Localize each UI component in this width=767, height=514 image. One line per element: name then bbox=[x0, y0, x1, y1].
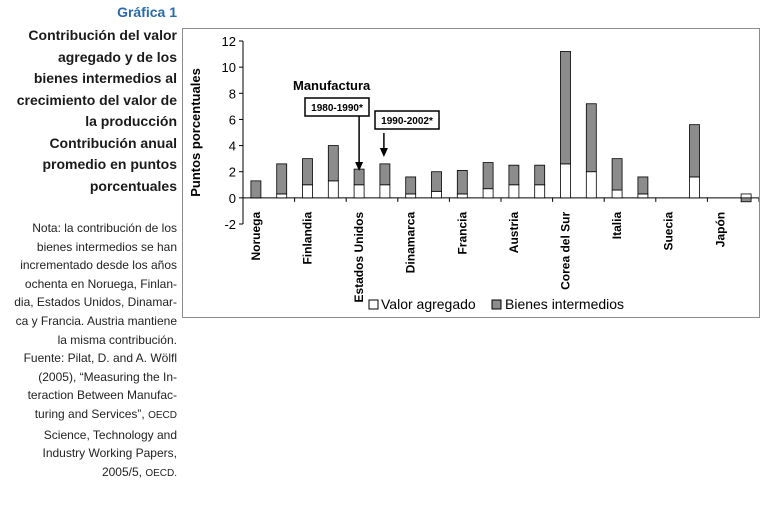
bar-bienes-intermedios bbox=[483, 163, 493, 189]
bar-valor-agregado bbox=[354, 185, 364, 198]
note-line: ochenta en Noruega, Finlan- bbox=[24, 276, 177, 291]
figure-note bbox=[0, 219, 177, 483]
note-line bbox=[0, 463, 177, 484]
note-line: Nota: la contribución de los bbox=[32, 221, 177, 235]
legend-swatch-valor-agregado bbox=[369, 300, 378, 309]
chart-frame bbox=[182, 28, 760, 318]
bar-bienes-intermedios bbox=[406, 177, 416, 194]
oecd-text: OECD. bbox=[145, 467, 177, 479]
x-category-label: Noruega bbox=[248, 211, 263, 261]
bar-bienes-intermedios bbox=[251, 181, 261, 198]
y-tick-label: 4 bbox=[228, 138, 236, 154]
period-label-1990-2002: 1990-2002* bbox=[381, 116, 433, 127]
note-line: ca y Francia. Austria mantiene bbox=[15, 313, 177, 328]
note-line: (2005), “Measuring the In- bbox=[38, 369, 177, 384]
bar-valor-agregado bbox=[638, 194, 648, 198]
x-category-label: Francia bbox=[455, 211, 470, 255]
bar-valor-agregado bbox=[457, 194, 467, 198]
note-line: bienes intermedios se han bbox=[36, 239, 177, 254]
y-axis-title: Puntos porcentuales bbox=[188, 68, 203, 197]
figure-header bbox=[0, 4, 177, 197]
bar-bienes-intermedios bbox=[354, 169, 364, 185]
bar-valor-agregado bbox=[690, 177, 700, 198]
period-arrow-head bbox=[380, 148, 388, 157]
bar-valor-agregado bbox=[561, 164, 571, 198]
bar-bienes-intermedios bbox=[690, 125, 700, 177]
oecd-text: OECD bbox=[148, 409, 177, 421]
bar-valor-agregado bbox=[380, 185, 390, 198]
bar-bienes-intermedios bbox=[741, 198, 751, 202]
figure-title-line: Contribución anual bbox=[49, 134, 177, 151]
bar-bienes-intermedios bbox=[612, 159, 622, 190]
legend-swatch-bienes-intermedios bbox=[492, 300, 501, 309]
bar-valor-agregado bbox=[612, 190, 622, 198]
bar-valor-agregado bbox=[741, 194, 751, 198]
bar-bienes-intermedios bbox=[303, 159, 313, 185]
y-tick-label: 2 bbox=[228, 164, 236, 180]
bar-bienes-intermedios bbox=[586, 104, 596, 172]
bar-valor-agregado bbox=[586, 172, 596, 198]
y-tick-label: 10 bbox=[221, 60, 236, 76]
note-line: la misma contribución. bbox=[57, 332, 177, 347]
x-category-label: Austria bbox=[506, 211, 521, 254]
figure-title-line: agregado y de los bbox=[57, 48, 177, 65]
figure-title-line: porcentuales bbox=[89, 177, 177, 194]
y-tick-label: 0 bbox=[228, 190, 236, 206]
figure-title-line: promedio en puntos bbox=[42, 156, 177, 172]
note-line-text: turing and Services”, bbox=[34, 406, 145, 421]
note-line: Fuente: Pilat, D. and A. Wölfl bbox=[23, 351, 177, 366]
note-line: Industry Working Papers, bbox=[42, 446, 177, 461]
y-tick-label: 6 bbox=[228, 112, 236, 128]
x-category-label: Japón bbox=[713, 211, 728, 248]
bar-bienes-intermedios bbox=[457, 170, 467, 194]
annotation-manufactura: Manufactura bbox=[293, 78, 371, 93]
note-line: Science, Technology and bbox=[43, 427, 177, 442]
figure-title-line: bienes intermedios al bbox=[33, 70, 177, 86]
bar-valor-agregado bbox=[483, 189, 493, 198]
x-category-label: Finlandia bbox=[300, 211, 315, 265]
period-label-1980-1990: 1980-1990* bbox=[311, 103, 363, 114]
figure-title-line: crecimiento del valor de bbox=[16, 91, 177, 108]
bar-bienes-intermedios bbox=[380, 164, 390, 185]
figure-title-line: Contribución del valor bbox=[28, 27, 177, 43]
x-category-label: Estados Unidos bbox=[352, 211, 367, 303]
figure-title-line: la producción bbox=[85, 113, 177, 129]
bar-bienes-intermedios bbox=[328, 146, 338, 181]
bar-valor-agregado bbox=[303, 185, 313, 198]
bar-valor-agregado bbox=[277, 194, 287, 198]
y-tick-label: -2 bbox=[224, 217, 236, 232]
bar-valor-agregado bbox=[328, 181, 338, 198]
stacked-bar-chart bbox=[183, 29, 759, 317]
x-category-label: Corea del Sur bbox=[558, 211, 573, 290]
figure-label: Gráfica 1 bbox=[117, 4, 177, 20]
note-line: dia, Estados Unidos, Dinamar- bbox=[14, 295, 177, 310]
bar-bienes-intermedios bbox=[638, 177, 648, 194]
y-tick-label: 12 bbox=[221, 34, 236, 49]
note-line: incrementado desde los años bbox=[20, 258, 177, 273]
legend-label-bienes-intermedios: Bienes intermedios bbox=[505, 296, 625, 312]
legend-label-valor-agregado: Valor agregado bbox=[381, 296, 476, 312]
note-line bbox=[0, 405, 177, 426]
bar-bienes-intermedios bbox=[277, 164, 287, 194]
note-line: teraction Between Manufac- bbox=[27, 388, 177, 403]
bar-bienes-intermedios bbox=[561, 51, 571, 163]
bar-valor-agregado bbox=[535, 185, 545, 198]
x-category-label: Suecia bbox=[661, 211, 676, 251]
bar-bienes-intermedios bbox=[432, 172, 442, 192]
bar-bienes-intermedios bbox=[509, 165, 519, 185]
bar-valor-agregado bbox=[432, 191, 442, 198]
x-category-label: Italia bbox=[610, 211, 625, 240]
bar-valor-agregado bbox=[406, 194, 416, 198]
bar-bienes-intermedios bbox=[535, 165, 545, 185]
y-tick-label: 8 bbox=[228, 86, 236, 102]
figure-title bbox=[0, 25, 177, 197]
x-category-label: Dinamarca bbox=[403, 211, 418, 274]
note-line-text: 2005/5, bbox=[101, 464, 142, 479]
bar-valor-agregado bbox=[509, 185, 519, 198]
